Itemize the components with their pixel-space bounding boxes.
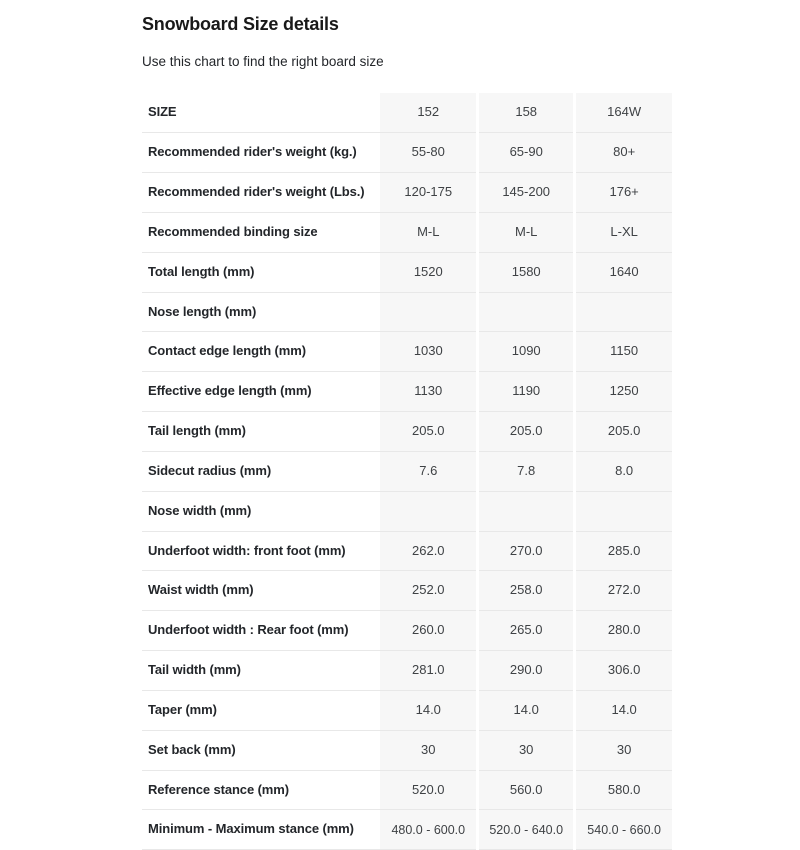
table-cell: 205.0 bbox=[575, 412, 672, 452]
table-cell: 480.0 - 600.0 bbox=[380, 810, 477, 850]
table-cell bbox=[575, 491, 672, 531]
table-row bbox=[142, 611, 672, 651]
table-cell: 205.0 bbox=[380, 412, 477, 452]
row-label: Set back (mm) bbox=[142, 730, 380, 770]
snowboard-size-table bbox=[142, 93, 672, 850]
table-cell: 14.0 bbox=[380, 690, 477, 730]
row-label: Total length (mm) bbox=[142, 252, 380, 292]
size-table-container bbox=[142, 72, 672, 850]
table-row bbox=[142, 491, 672, 531]
table-cell bbox=[575, 292, 672, 332]
table-cell: 258.0 bbox=[478, 571, 575, 611]
table-cell: 260.0 bbox=[380, 611, 477, 651]
table-cell: 280.0 bbox=[575, 611, 672, 651]
table-row bbox=[142, 93, 672, 132]
table-cell bbox=[478, 491, 575, 531]
table-cell: 80+ bbox=[575, 133, 672, 173]
table-cell: 152 bbox=[380, 93, 477, 132]
table-cell: 7.6 bbox=[380, 451, 477, 491]
table-row bbox=[142, 412, 672, 452]
table-cell: 252.0 bbox=[380, 571, 477, 611]
row-label: Recommended binding size bbox=[142, 212, 380, 252]
table-cell: 1250 bbox=[575, 372, 672, 412]
table-row bbox=[142, 372, 672, 412]
table-cell: 176+ bbox=[575, 172, 672, 212]
table-row bbox=[142, 332, 672, 372]
table-cell: 520.0 bbox=[380, 770, 477, 810]
table-cell: 30 bbox=[575, 730, 672, 770]
row-label: Waist width (mm) bbox=[142, 571, 380, 611]
row-label: Reference stance (mm) bbox=[142, 770, 380, 810]
row-label: SIZE bbox=[142, 93, 380, 132]
table-cell: 1030 bbox=[380, 332, 477, 372]
table-row bbox=[142, 451, 672, 491]
table-cell: 30 bbox=[380, 730, 477, 770]
table-row bbox=[142, 252, 672, 292]
table-cell: 1090 bbox=[478, 332, 575, 372]
table-cell: 540.0 - 660.0 bbox=[575, 810, 672, 850]
table-row bbox=[142, 172, 672, 212]
table-cell: 265.0 bbox=[478, 611, 575, 651]
table-row bbox=[142, 571, 672, 611]
table-row bbox=[142, 292, 672, 332]
table-cell: M-L bbox=[380, 212, 477, 252]
table-cell: 14.0 bbox=[478, 690, 575, 730]
table-cell: 281.0 bbox=[380, 651, 477, 691]
table-cell: 1150 bbox=[575, 332, 672, 372]
table-cell: 8.0 bbox=[575, 451, 672, 491]
row-label: Tail width (mm) bbox=[142, 651, 380, 691]
table-row bbox=[142, 770, 672, 810]
row-label: Nose length (mm) bbox=[142, 292, 380, 332]
table-cell: 55-80 bbox=[380, 133, 477, 173]
table-cell: 120-175 bbox=[380, 172, 477, 212]
table-cell: 205.0 bbox=[478, 412, 575, 452]
table-row bbox=[142, 531, 672, 571]
table-cell: 306.0 bbox=[575, 651, 672, 691]
row-label: Minimum - Maximum stance (mm) bbox=[142, 810, 380, 850]
row-label: Underfoot width: front foot (mm) bbox=[142, 531, 380, 571]
table-cell: 30 bbox=[478, 730, 575, 770]
table-cell: M-L bbox=[478, 212, 575, 252]
table-cell: 164W bbox=[575, 93, 672, 132]
table-cell bbox=[380, 292, 477, 332]
row-label: Effective edge length (mm) bbox=[142, 372, 380, 412]
table-cell: 1520 bbox=[380, 252, 477, 292]
table-cell bbox=[478, 292, 575, 332]
table-cell: 1640 bbox=[575, 252, 672, 292]
table-cell: 1130 bbox=[380, 372, 477, 412]
table-cell: 7.8 bbox=[478, 451, 575, 491]
table-cell: 520.0 - 640.0 bbox=[478, 810, 575, 850]
table-cell: 145-200 bbox=[478, 172, 575, 212]
table-cell: 272.0 bbox=[575, 571, 672, 611]
table-row bbox=[142, 651, 672, 691]
table-cell: 285.0 bbox=[575, 531, 672, 571]
table-cell: 1190 bbox=[478, 372, 575, 412]
row-label: Nose width (mm) bbox=[142, 491, 380, 531]
row-label: Taper (mm) bbox=[142, 690, 380, 730]
table-cell: 65-90 bbox=[478, 133, 575, 173]
table-cell: 270.0 bbox=[478, 531, 575, 571]
size-table-body bbox=[142, 93, 672, 850]
row-label: Sidecut radius (mm) bbox=[142, 451, 380, 491]
page-subtitle: Use this chart to find the right board size bbox=[142, 54, 384, 70]
row-label: Underfoot width : Rear foot (mm) bbox=[142, 611, 380, 651]
table-cell: 262.0 bbox=[380, 531, 477, 571]
row-label: Recommended rider's weight (Lbs.) bbox=[142, 172, 380, 212]
row-label: Tail length (mm) bbox=[142, 412, 380, 452]
table-cell: 290.0 bbox=[478, 651, 575, 691]
table-cell: 158 bbox=[478, 93, 575, 132]
table-cell: 1580 bbox=[478, 252, 575, 292]
table-cell: L-XL bbox=[575, 212, 672, 252]
table-row bbox=[142, 690, 672, 730]
table-cell: 14.0 bbox=[575, 690, 672, 730]
table-row bbox=[142, 212, 672, 252]
row-label: Recommended rider's weight (kg.) bbox=[142, 133, 380, 173]
table-cell bbox=[380, 491, 477, 531]
table-row bbox=[142, 730, 672, 770]
page-title: Snowboard Size details bbox=[142, 14, 339, 34]
table-cell: 580.0 bbox=[575, 770, 672, 810]
row-label: Contact edge length (mm) bbox=[142, 332, 380, 372]
table-row bbox=[142, 810, 672, 850]
table-row bbox=[142, 133, 672, 173]
table-cell: 560.0 bbox=[478, 770, 575, 810]
